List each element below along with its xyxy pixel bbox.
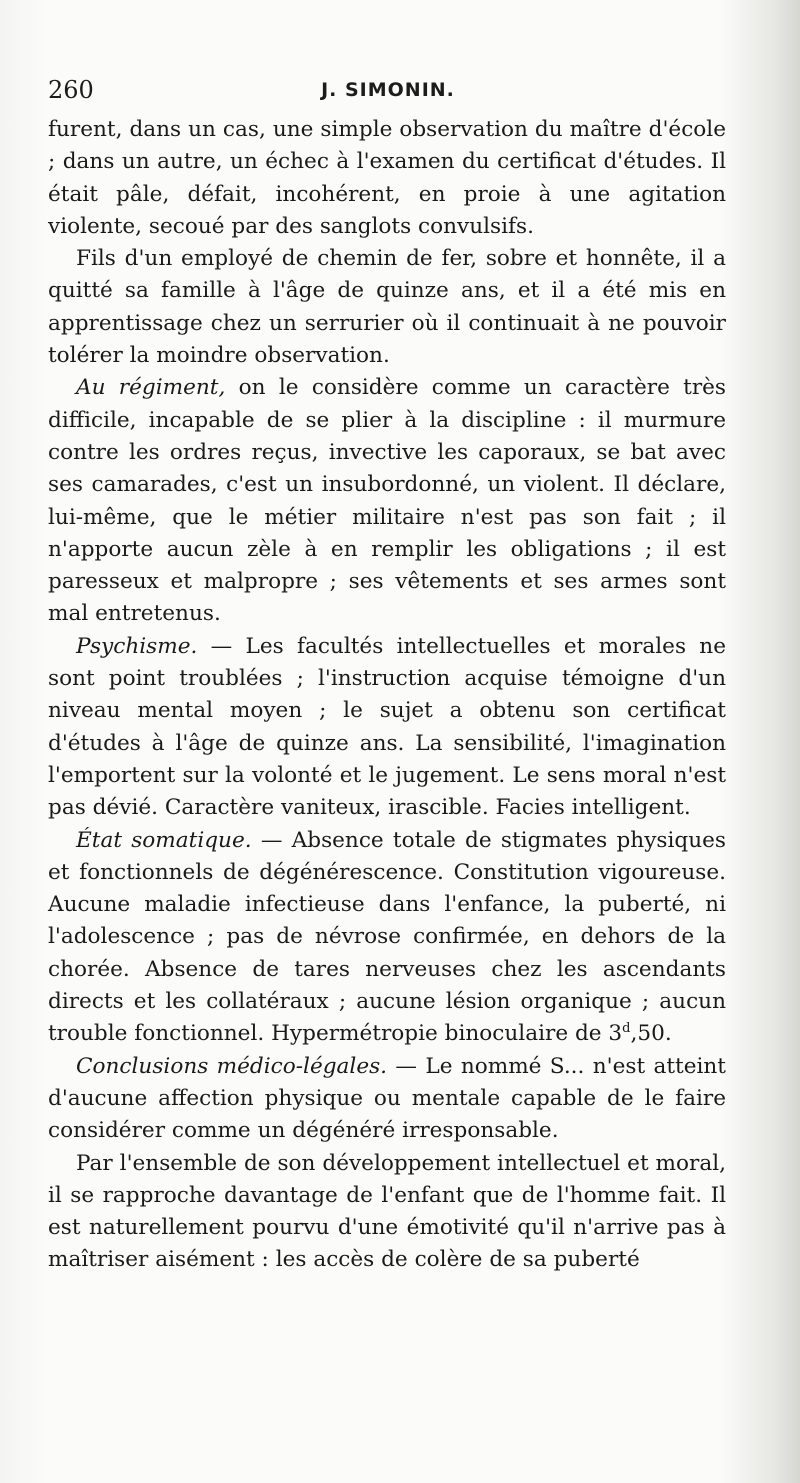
paragraph-regiment (48, 372, 726, 630)
paragraph-continuation (48, 114, 726, 243)
paragraph-text-tail: ,50. (630, 1021, 672, 1047)
paragraph-text: — Les facultés intellectuelles et morales ne sont point troublées ; l'instruction acquise témoigne d'un niveau mental moyen ; le sujet a obtenu son certificat d'études à l'âge de quinze ans. La sensibilité, l'imagination l'emportent sur la volonté et le jugement. Le sens moral n'est pas dévié. Caractère vaniteux, irascible. Facies intelligent. (48, 633, 726, 821)
paragraph-text: Fils d'un employé de chemin de fer, sobre et honnête, il a quitté sa famille à l'âge de quinze ans, et il a été mis en apprentissage chez un serrurier où il continuait à ne pouvoir tolérer la moindre observation. (48, 246, 726, 369)
paragraph-lead-italic: Au régiment, (76, 375, 226, 401)
paragraph-text: — Le nommé S... n'est atteint d'aucune affection physique ou mentale capable de le faire considérer comme un dégénéré irresponsable. (48, 1053, 726, 1144)
paragraph-etat-somatique (48, 825, 726, 1051)
paragraph-lead-italic: Psychisme. (76, 633, 198, 659)
paragraph-lead-italic: Conclusions médico-légales. (76, 1053, 388, 1079)
paragraph-psychisme (48, 631, 726, 825)
paragraph-text: — Absence totale de stigmates physiques et fonctionnels de dégénérescence. Constitution vigoureuse. Aucune maladie infectieuse dans l'enfance, la puberté, ni l'adolescence ; pas de névrose confirmée, en dehors de la chorée. Absence de tares nerveuses chez les ascendants directs et les collatéraux ; aucune lésion organique ; aucun trouble fonctionnel. Hypermétropie binoculaire de 3 (48, 827, 726, 1047)
paragraph-lead-italic: État somatique. (76, 827, 252, 853)
superscript-d: d (622, 1021, 631, 1037)
paragraph-text: furent, dans un cas, une simple observation du maître d'école ; dans un autre, un échec à l'examen du certificat d'études. Il était pâle, défait, incohérent, en proie à une agitation violente, secoué par des sanglots convulsifs. (48, 117, 726, 239)
body-text (48, 114, 726, 1277)
paragraph-text: Par l'ensemble de son développement intellectuel et moral, il se rapproche davantage de l'enfant que de l'homme fait. Il est naturellement pourvu d'une émotivité qu'il n'arrive pas à maîtriser aisément : les accès de colère de sa puberté (48, 1150, 726, 1273)
page-number: 260 (48, 76, 94, 104)
paragraph-text: on le considère comme un caractère très difficile, incapable de se plier à la discipline : il murmure contre les ordres reçus, invective les caporaux, se bat avec ses camarades, c'est un insubordonné, un violent. Il déclare, lui-même, que le métier militaire n'est pas son fait ; il n'apporte aucun zèle à en remplir les obligations ; il est paresseux et malpropre ; ses vêtements et ses armes sont mal entretenus. (48, 375, 727, 627)
paragraph-conclusions (48, 1051, 726, 1148)
paragraph-ensemble (48, 1148, 726, 1277)
paragraph-family (48, 243, 726, 372)
running-head (48, 76, 728, 110)
running-head-author: J. SIMONIN. (321, 79, 455, 101)
